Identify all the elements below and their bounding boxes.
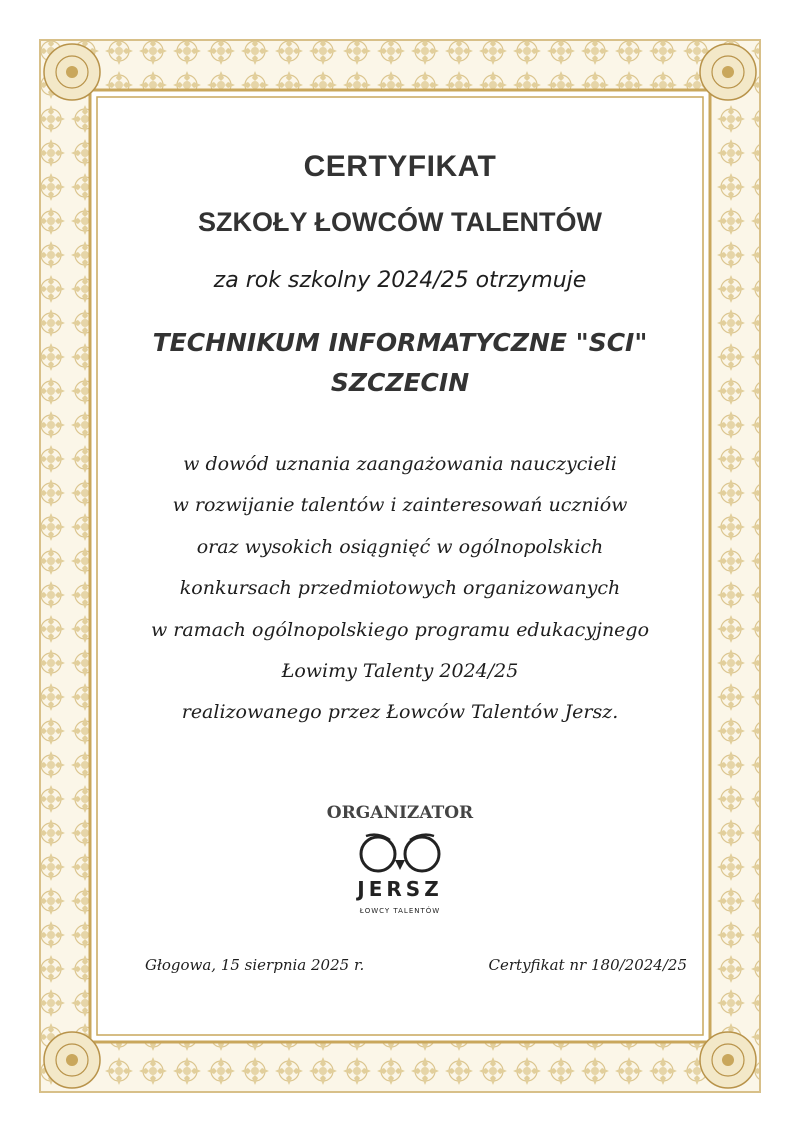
organizer-label: ORGANIZATOR [326,803,474,823]
logo-tagline: ŁOWCY TALENTÓW [359,907,441,915]
body-line: konkursach przedmiotowych organizowanych [179,577,621,600]
body-line: Łowimy Talenty 2024/25 [281,659,519,682]
body-line: w ramach ogólnopolskiego programu edukacyjnego [150,618,650,641]
certificate-subtitle: SZKOŁY ŁOWCÓW TALENTÓW [198,207,602,237]
certificate-body [100,444,700,734]
recipient-name: TECHNIKUM INFORMATYCZNE "SCI" [152,328,648,357]
award-line: za rok szkolny 2024/25 otrzymuje [213,268,587,293]
body-line: w rozwijanie talentów i zainteresowań uczniów [172,494,628,517]
body-line: realizowanego przez Łowców Talentów Jersz. [181,701,619,724]
certificate-number: Certyfikat nr 180/2024/25 [488,956,687,974]
owl-eyes-icon [350,830,450,876]
certificate-title: CERTYFIKAT [303,150,497,183]
recipient-city: SZCZECIN [330,368,470,397]
body-line: w dowód uznania zaangażowania nauczycieli [183,453,617,475]
place-and-date: Głogowa, 15 sierpnia 2025 r. [145,956,365,974]
logo-name: JERSZ [357,877,443,901]
body-line: oraz wysokich osiągnięć w ogólnopolskich [196,535,604,558]
